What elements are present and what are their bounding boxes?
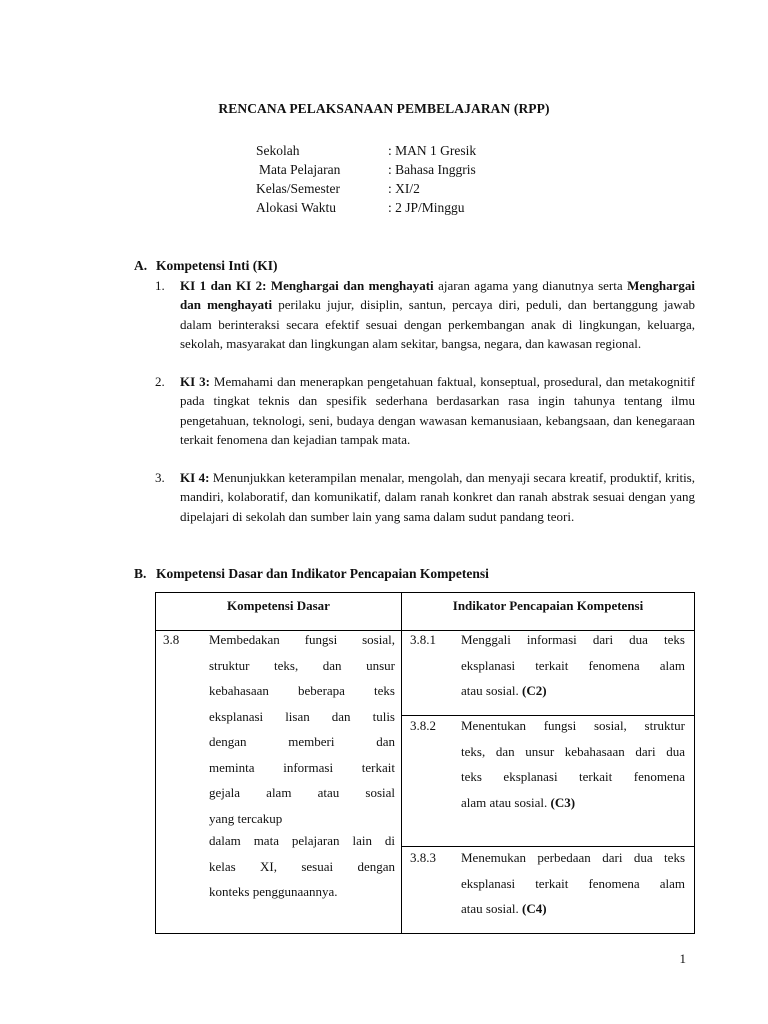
indicator-line: Menggali informasi dari dua teks	[461, 632, 685, 647]
kd-line: kelas XI, sesuai dengan	[209, 858, 395, 874]
document-title: RENCANA PELAKSANAAN PEMBELAJARAN (RPP)	[218, 101, 550, 116]
ki-item-3	[180, 468, 695, 526]
ki-text: ajaran agama yang dianutnya serta	[433, 278, 628, 293]
ki-lead: KI 3:	[180, 374, 210, 389]
section-title: Kompetensi Dasar dan Indikator Pencapaian Kompetensi	[156, 566, 489, 581]
ki-lead: KI 4:	[180, 470, 210, 485]
kd-description	[209, 627, 395, 831]
kd-line: Membedakan fungsi sosial,	[209, 632, 395, 647]
info-row-school	[256, 141, 476, 161]
info-label: Alokasi Waktu	[256, 200, 337, 215]
indicator-number: 3.8.3	[410, 850, 436, 865]
indicator-number: 3.8.2	[410, 718, 436, 733]
kd-description-tail	[209, 828, 395, 905]
indicator-line: Menentukan fungsi sosial, struktur	[461, 718, 685, 733]
indicator-line-last	[461, 896, 685, 922]
ki-item-2	[180, 372, 695, 450]
info-value: : Bahasa Inggris	[388, 162, 476, 177]
indicator-1	[461, 627, 685, 704]
indicator-number: 3.8.1	[410, 632, 436, 647]
kd-line: gejala alam atau sosial	[209, 785, 395, 800]
ki-lead: KI 1 dan KI 2: Menghargai dan menghayati	[180, 278, 434, 293]
indicator-line: Menemukan perbedaan dari dua teks	[461, 850, 685, 865]
list-number: 3.	[155, 470, 165, 485]
indicator-text: atau sosial.	[461, 901, 523, 916]
kd-line: kebahasaan beberapa teks	[209, 683, 395, 698]
indicator-text: alam atau sosial.	[461, 794, 551, 810]
indicator-3	[461, 845, 685, 922]
indicator-line: teks, dan unsur kebahasaan dari dua	[461, 743, 685, 759]
kd-line: meminta informasi terkait	[209, 759, 395, 775]
info-label: Kelas/Semester	[256, 181, 340, 196]
ki-item-1	[180, 276, 695, 354]
info-value: : XI/2	[388, 181, 420, 196]
section-title: Kompetensi Inti (KI)	[156, 258, 278, 273]
kd-line: struktur teks, dan unsur	[209, 657, 395, 673]
kd-line: dalam mata pelajaran lain di	[209, 833, 395, 848]
table-column-divider	[401, 592, 402, 934]
info-row-class	[256, 179, 420, 199]
cognitive-level: (C3)	[550, 794, 576, 810]
kd-line: eksplanasi lisan dan tulis	[209, 708, 395, 724]
section-letter: A.	[134, 258, 148, 273]
section-a-heading	[134, 258, 278, 274]
list-number: 1.	[155, 278, 165, 293]
ki-text: perilaku jujur, disiplin, santun, percaya diri, peduli, dan bertanggung jawab dalam berinteraksi secara efektif sesuai dengan perkembangan anak di lingkungan, keluarga, sekolah, masyarakat dan lingkungan alam sekitar, bangsa, negara, dan kawasan regional.	[180, 297, 695, 352]
info-row-time	[256, 198, 465, 218]
indicator-text: atau sosial.	[461, 683, 523, 698]
section-letter: B.	[134, 566, 147, 581]
cognitive-level: (C2)	[522, 683, 547, 698]
info-label: Mata Pelajaran	[259, 162, 341, 177]
ki-bold: Menghargai dan menghayati	[180, 278, 695, 313]
indicator-line-last	[461, 678, 685, 704]
indicator-line-last	[461, 790, 685, 816]
cognitive-level: (C4)	[522, 901, 547, 916]
info-value: : MAN 1 Gresik	[388, 143, 477, 158]
indicator-line: eksplanasi terkait fenomena alam	[461, 875, 685, 891]
kd-line: konteks penggunaannya.	[209, 884, 338, 899]
section-b-heading	[134, 566, 489, 582]
kd-line: yang tercakup	[209, 810, 283, 826]
page-number: 1	[679, 951, 686, 966]
info-value: : 2 JP/Minggu	[388, 200, 465, 215]
kd-line: dengan memberi dan	[209, 734, 395, 749]
info-label: Sekolah	[256, 143, 300, 158]
table-header-kd: Kompetensi Dasar	[227, 598, 330, 613]
list-number: 2.	[155, 374, 165, 389]
indicator-line: teks eksplanasi terkait fenomena	[461, 769, 685, 784]
ki-text: Memahami dan menerapkan pengetahuan faktual, konseptual, prosedural, dan metakognitif pada tingkat teknis dan spesifik sederhana berdasarkan rasa ingin tahunya tentang ilmu pengetahuan, teknologi, seni, budaya dengan wawasan kemanusiaan, kebangsaan, dan kenegaraan terkait fenomena dan kejadian tampak mata.	[180, 374, 696, 448]
indicator-2	[461, 713, 685, 815]
info-row-subject	[259, 160, 476, 180]
ki-text: Menunjukkan keterampilan menalar, mengolah, dan menyaji secara kreatif, produktif, kritis, mandiri, kolaboratif, dan komunikatif, dalam ranah konkret dan ranah abstrak sesuai dengan yang dipelajari di sekolah dan sumber lain yang sama dalam sudut pandang teori.	[180, 470, 695, 524]
indicator-line: eksplanasi terkait fenomena alam	[461, 657, 685, 673]
table-header-ipk: Indikator Pencapaian Kompetensi	[452, 598, 644, 613]
kd-number: 3.8	[163, 632, 180, 647]
